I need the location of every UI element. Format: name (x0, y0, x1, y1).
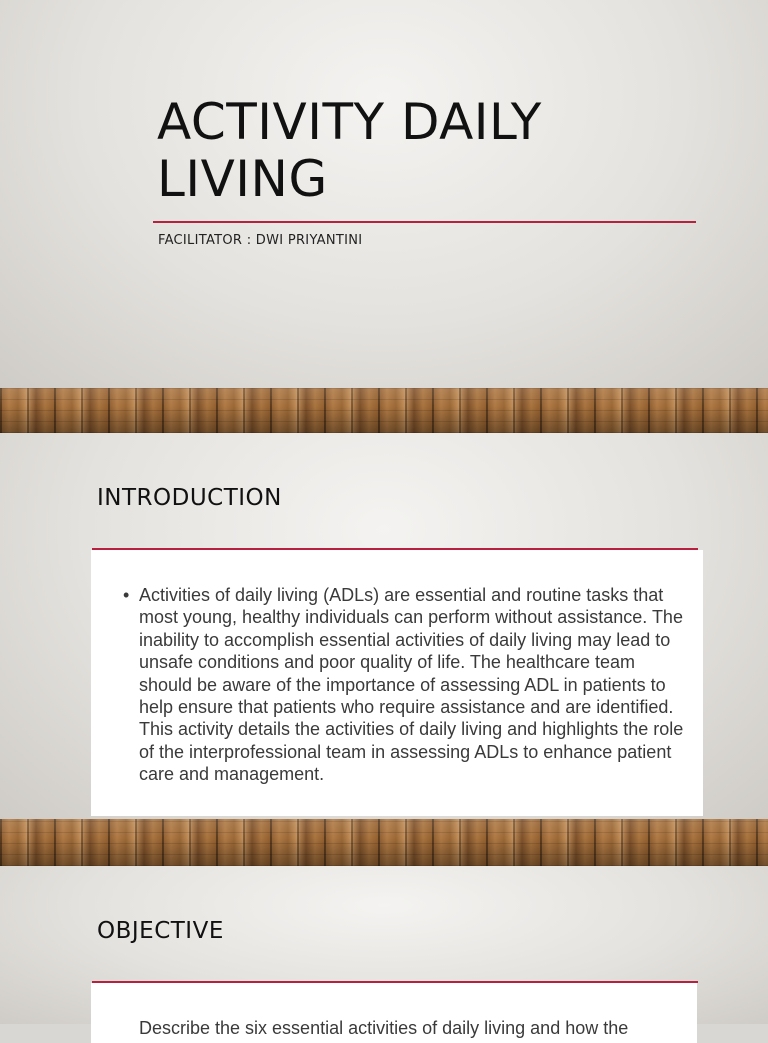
objective-bullet-text: Describe the six essential activities of daily living and how the (139, 1018, 629, 1038)
wood-floor-divider (0, 388, 768, 433)
title-line-2: LIVING (157, 150, 328, 208)
introduction-bullet (123, 584, 685, 786)
slide-title (0, 0, 768, 388)
introduction-bullet-text: Activities of daily living (ADLs) are essential and routine tasks that most young, healthy individuals can perform without assistance. The inability to accomplish essential activities of daily living may lead to unsafe conditions and poor quality of life. The healthcare team should be aware of the importance of assessing ADL in patients to help ensure that patients who require assistance and are identified. This activity details the activities of daily living and highlights the role of the interprofessional team in assessing ADLs to enhance patient care and management. (139, 585, 684, 785)
wood-floor-divider-2 (0, 819, 768, 866)
introduction-heading: INTRODUCTION (97, 485, 282, 511)
bullet-dot: • (123, 585, 130, 605)
title-line-1: ACTIVITY DAILY (157, 93, 542, 151)
introduction-bullet-list (123, 584, 685, 786)
facilitator-subtitle: FACILITATOR : DWI PRIYANTINI (158, 233, 363, 248)
objective-heading: OBJECTIVE (97, 918, 224, 944)
objective-content-box (91, 983, 697, 1043)
slide-objective (0, 866, 768, 1038)
introduction-content-box (91, 550, 703, 816)
title-divider (153, 221, 696, 223)
slide-title-heading (157, 94, 542, 208)
slide-introduction (0, 433, 768, 819)
